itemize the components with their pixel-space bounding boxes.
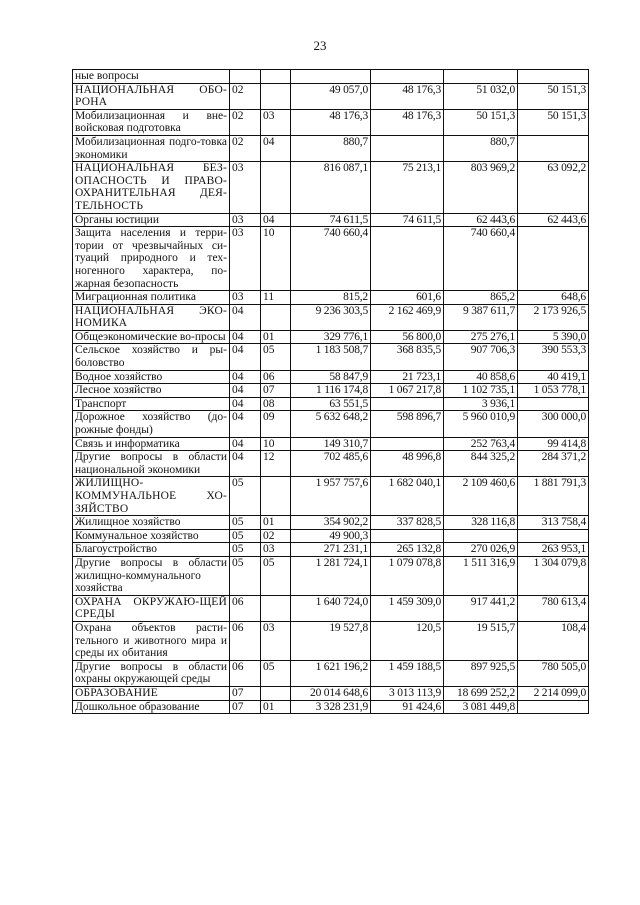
amount-3: 3 936,1 [444, 397, 518, 411]
amount-2: 1 459 188,5 [371, 660, 444, 686]
amount-3: 3 081 449,8 [444, 700, 518, 714]
table-row [73, 162, 589, 213]
subsection-code: 01 [261, 700, 291, 714]
table-row [73, 344, 589, 370]
table-row [73, 437, 589, 451]
amount-4 [518, 135, 589, 161]
subsection-code: 08 [261, 397, 291, 411]
amount-3: 62 443,6 [444, 213, 518, 227]
table-row [73, 70, 589, 84]
amount-1: 740 660,4 [291, 227, 371, 291]
section-code: 05 [230, 529, 261, 543]
amount-4: 390 553,3 [518, 344, 589, 370]
subsection-code: 04 [261, 135, 291, 161]
amount-4 [518, 227, 589, 291]
item-name: Коммунальное хозяйство [73, 529, 230, 543]
amount-2 [371, 135, 444, 161]
subsection-code: 06 [261, 370, 291, 384]
amount-1: 815,2 [291, 291, 371, 305]
table-row [73, 83, 589, 109]
amount-4: 648,6 [518, 291, 589, 305]
amount-1: 63 551,5 [291, 397, 371, 411]
item-name: Мобилизационная и вне-войсковая подготовка [73, 109, 230, 135]
amount-3: 5 960 010,9 [444, 411, 518, 437]
section-code: 06 [230, 660, 261, 686]
item-name: ОБРАЗОВАНИЕ [73, 686, 230, 700]
section-code [230, 70, 261, 84]
section-code: 05 [230, 516, 261, 530]
item-name: Дорожное хозяйство (до-рожные фонды) [73, 411, 230, 437]
amount-3: 907 706,3 [444, 344, 518, 370]
amount-3: 844 325,2 [444, 451, 518, 477]
budget-table-body [73, 70, 589, 714]
amount-1: 1 183 508,7 [291, 344, 371, 370]
amount-4: 108,4 [518, 621, 589, 660]
section-code: 02 [230, 83, 261, 109]
subsection-code: 03 [261, 621, 291, 660]
section-code: 02 [230, 135, 261, 161]
amount-1: 1 957 757,6 [291, 477, 371, 516]
subsection-code [261, 477, 291, 516]
section-code: 03 [230, 227, 261, 291]
section-code: 04 [230, 451, 261, 477]
amount-4: 50 151,3 [518, 109, 589, 135]
amount-2: 120,5 [371, 621, 444, 660]
amount-3 [444, 70, 518, 84]
amount-1: 1 640 724,0 [291, 595, 371, 621]
subsection-code [261, 83, 291, 109]
table-row [73, 477, 589, 516]
amount-3: 252 763,4 [444, 437, 518, 451]
item-name: Мобилизационная подго-товка экономики [73, 135, 230, 161]
amount-3: 803 969,2 [444, 162, 518, 213]
amount-1: 48 176,3 [291, 109, 371, 135]
subsection-code [261, 162, 291, 213]
amount-3: 1 102 735,1 [444, 384, 518, 398]
table-row [73, 397, 589, 411]
section-code: 05 [230, 556, 261, 595]
amount-2: 337 828,5 [371, 516, 444, 530]
amount-4 [518, 700, 589, 714]
amount-3: 740 660,4 [444, 227, 518, 291]
table-row [73, 595, 589, 621]
subsection-code: 05 [261, 660, 291, 686]
amount-4 [518, 70, 589, 84]
section-code: 06 [230, 595, 261, 621]
amount-2: 1 079 078,8 [371, 556, 444, 595]
amount-1: 1 116 174,8 [291, 384, 371, 398]
item-name: Лесное хозяйство [73, 384, 230, 398]
amount-1: 19 527,8 [291, 621, 371, 660]
subsection-code: 10 [261, 437, 291, 451]
amount-4: 780 613,4 [518, 595, 589, 621]
table-row [73, 529, 589, 543]
amount-4: 300 000,0 [518, 411, 589, 437]
amount-2: 265 132,8 [371, 543, 444, 557]
amount-3: 865,2 [444, 291, 518, 305]
table-row [73, 556, 589, 595]
amount-3: 917 441,2 [444, 595, 518, 621]
item-name: Транспорт [73, 397, 230, 411]
amount-4: 1 881 791,3 [518, 477, 589, 516]
amount-1 [291, 70, 371, 84]
amount-1: 329 776,1 [291, 330, 371, 344]
amount-2: 601,6 [371, 291, 444, 305]
subsection-code: 01 [261, 516, 291, 530]
item-name: Общеэкономические во-просы [73, 330, 230, 344]
subsection-code: 10 [261, 227, 291, 291]
item-name: НАЦИОНАЛЬНАЯ БЕЗ-ОПАСНОСТЬ И ПРАВО-ОХРАНИТЕЛЬНАЯ ДЕЯ-ТЕЛЬНОСТЬ [73, 162, 230, 213]
subsection-code: 01 [261, 330, 291, 344]
amount-2: 48 176,3 [371, 83, 444, 109]
amount-2: 1 067 217,8 [371, 384, 444, 398]
item-name: ные вопросы [73, 70, 230, 84]
amount-4: 99 414,8 [518, 437, 589, 451]
amount-1: 1 281 724,1 [291, 556, 371, 595]
amount-1: 9 236 303,5 [291, 304, 371, 330]
section-code: 06 [230, 621, 261, 660]
section-code: 03 [230, 162, 261, 213]
item-name: Дошкольное образование [73, 700, 230, 714]
amount-4: 1 304 079,8 [518, 556, 589, 595]
amount-3: 270 026,9 [444, 543, 518, 557]
item-name: НАЦИОНАЛЬНАЯ ОБО-РОНА [73, 83, 230, 109]
section-code: 04 [230, 384, 261, 398]
amount-2 [371, 529, 444, 543]
amount-1: 3 328 231,9 [291, 700, 371, 714]
table-row [73, 304, 589, 330]
amount-3: 2 109 460,6 [444, 477, 518, 516]
amount-4: 780 505,0 [518, 660, 589, 686]
amount-2 [371, 397, 444, 411]
table-row [73, 451, 589, 477]
amount-1: 271 231,1 [291, 543, 371, 557]
table-row [73, 700, 589, 714]
item-name: ЖИЛИЩНО-КОММУНАЛЬНОЕ ХО-ЗЯЙСТВО [73, 477, 230, 516]
amount-3: 275 276,1 [444, 330, 518, 344]
item-name: Защита населения и терри-тории от чрезвычайных си-туаций природного и тех-ногенного характера, по-жарная безопасность [73, 227, 230, 291]
amount-3: 40 858,6 [444, 370, 518, 384]
item-name: Связь и информатика [73, 437, 230, 451]
page-number: 23 [313, 38, 327, 53]
subsection-code: 11 [261, 291, 291, 305]
table-row [73, 543, 589, 557]
amount-1: 149 310,7 [291, 437, 371, 451]
section-code: 02 [230, 109, 261, 135]
item-name: Другие вопросы в области охраны окружающей среды [73, 660, 230, 686]
item-name: Охрана объектов расти-тельного и животного мира и среды их обитания [73, 621, 230, 660]
amount-4: 263 953,1 [518, 543, 589, 557]
amount-1: 354 902,2 [291, 516, 371, 530]
amount-1: 702 485,6 [291, 451, 371, 477]
item-name: ОХРАНА ОКРУЖАЮ-ЩЕЙ СРЕДЫ [73, 595, 230, 621]
amount-4: 313 758,4 [518, 516, 589, 530]
section-code: 03 [230, 291, 261, 305]
amount-3: 18 699 252,2 [444, 686, 518, 700]
table-row [73, 227, 589, 291]
section-code: 04 [230, 330, 261, 344]
section-code: 07 [230, 700, 261, 714]
amount-2: 91 424,6 [371, 700, 444, 714]
amount-2: 21 723,1 [371, 370, 444, 384]
subsection-code: 07 [261, 384, 291, 398]
amount-4: 1 053 778,1 [518, 384, 589, 398]
amount-3: 880,7 [444, 135, 518, 161]
section-code: 04 [230, 370, 261, 384]
amount-2 [371, 437, 444, 451]
section-code: 04 [230, 411, 261, 437]
section-code: 03 [230, 213, 261, 227]
budget-table [72, 69, 589, 714]
amount-3: 1 511 316,9 [444, 556, 518, 595]
table-row [73, 621, 589, 660]
subsection-code: 05 [261, 344, 291, 370]
amount-4: 2 173 926,5 [518, 304, 589, 330]
amount-1: 49 057,0 [291, 83, 371, 109]
amount-1: 816 087,1 [291, 162, 371, 213]
amount-4: 40 419,1 [518, 370, 589, 384]
table-row [73, 411, 589, 437]
amount-2: 598 896,7 [371, 411, 444, 437]
subsection-code [261, 595, 291, 621]
table-row [73, 516, 589, 530]
amount-2 [371, 227, 444, 291]
amount-2: 1 459 309,0 [371, 595, 444, 621]
amount-3: 51 032,0 [444, 83, 518, 109]
section-code: 04 [230, 344, 261, 370]
amount-1: 5 632 648,2 [291, 411, 371, 437]
amount-3: 328 116,8 [444, 516, 518, 530]
section-code: 04 [230, 437, 261, 451]
table-row [73, 213, 589, 227]
table-row [73, 660, 589, 686]
subsection-code: 04 [261, 213, 291, 227]
amount-4: 284 371,2 [518, 451, 589, 477]
section-code: 05 [230, 543, 261, 557]
amount-3: 50 151,3 [444, 109, 518, 135]
subsection-code: 09 [261, 411, 291, 437]
item-name: Другие вопросы в области национальной экономики [73, 451, 230, 477]
section-code: 05 [230, 477, 261, 516]
amount-1: 20 014 648,6 [291, 686, 371, 700]
subsection-code: 03 [261, 109, 291, 135]
table-row [73, 330, 589, 344]
subsection-code: 12 [261, 451, 291, 477]
item-name: Миграционная политика [73, 291, 230, 305]
amount-1: 1 621 196,2 [291, 660, 371, 686]
amount-2: 48 176,3 [371, 109, 444, 135]
amount-1: 74 611,5 [291, 213, 371, 227]
section-code: 04 [230, 304, 261, 330]
amount-2: 56 800,0 [371, 330, 444, 344]
item-name: Органы юстиции [73, 213, 230, 227]
amount-4 [518, 529, 589, 543]
amount-4: 50 151,3 [518, 83, 589, 109]
amount-4: 2 214 099,0 [518, 686, 589, 700]
item-name: Другие вопросы в области жилищно-коммунального хозяйства [73, 556, 230, 595]
item-name: Благоустройство [73, 543, 230, 557]
amount-4 [518, 397, 589, 411]
amount-1: 880,7 [291, 135, 371, 161]
table-row [73, 384, 589, 398]
amount-2: 1 682 040,1 [371, 477, 444, 516]
amount-1: 49 900,3 [291, 529, 371, 543]
amount-3: 9 387 611,7 [444, 304, 518, 330]
subsection-code: 05 [261, 556, 291, 595]
table-row [73, 370, 589, 384]
amount-2: 368 835,5 [371, 344, 444, 370]
item-name: Жилищное хозяйство [73, 516, 230, 530]
table-row [73, 109, 589, 135]
subsection-code [261, 70, 291, 84]
table-row [73, 291, 589, 305]
amount-3: 897 925,5 [444, 660, 518, 686]
amount-2: 3 013 113,9 [371, 686, 444, 700]
amount-4: 5 390,0 [518, 330, 589, 344]
amount-1: 58 847,9 [291, 370, 371, 384]
item-name: НАЦИОНАЛЬНАЯ ЭКО-НОМИКА [73, 304, 230, 330]
subsection-code [261, 304, 291, 330]
item-name: Водное хозяйство [73, 370, 230, 384]
amount-2: 48 996,8 [371, 451, 444, 477]
amount-2: 2 162 469,9 [371, 304, 444, 330]
section-code: 04 [230, 397, 261, 411]
subsection-code: 03 [261, 543, 291, 557]
table-row [73, 686, 589, 700]
item-name: Сельское хозяйство и ры-боловство [73, 344, 230, 370]
amount-4: 63 092,2 [518, 162, 589, 213]
table-row [73, 135, 589, 161]
amount-2: 74 611,5 [371, 213, 444, 227]
amount-3: 19 515,7 [444, 621, 518, 660]
amount-4: 62 443,6 [518, 213, 589, 227]
amount-3 [444, 529, 518, 543]
amount-2: 75 213,1 [371, 162, 444, 213]
subsection-code [261, 686, 291, 700]
section-code: 07 [230, 686, 261, 700]
subsection-code: 02 [261, 529, 291, 543]
amount-2 [371, 70, 444, 84]
